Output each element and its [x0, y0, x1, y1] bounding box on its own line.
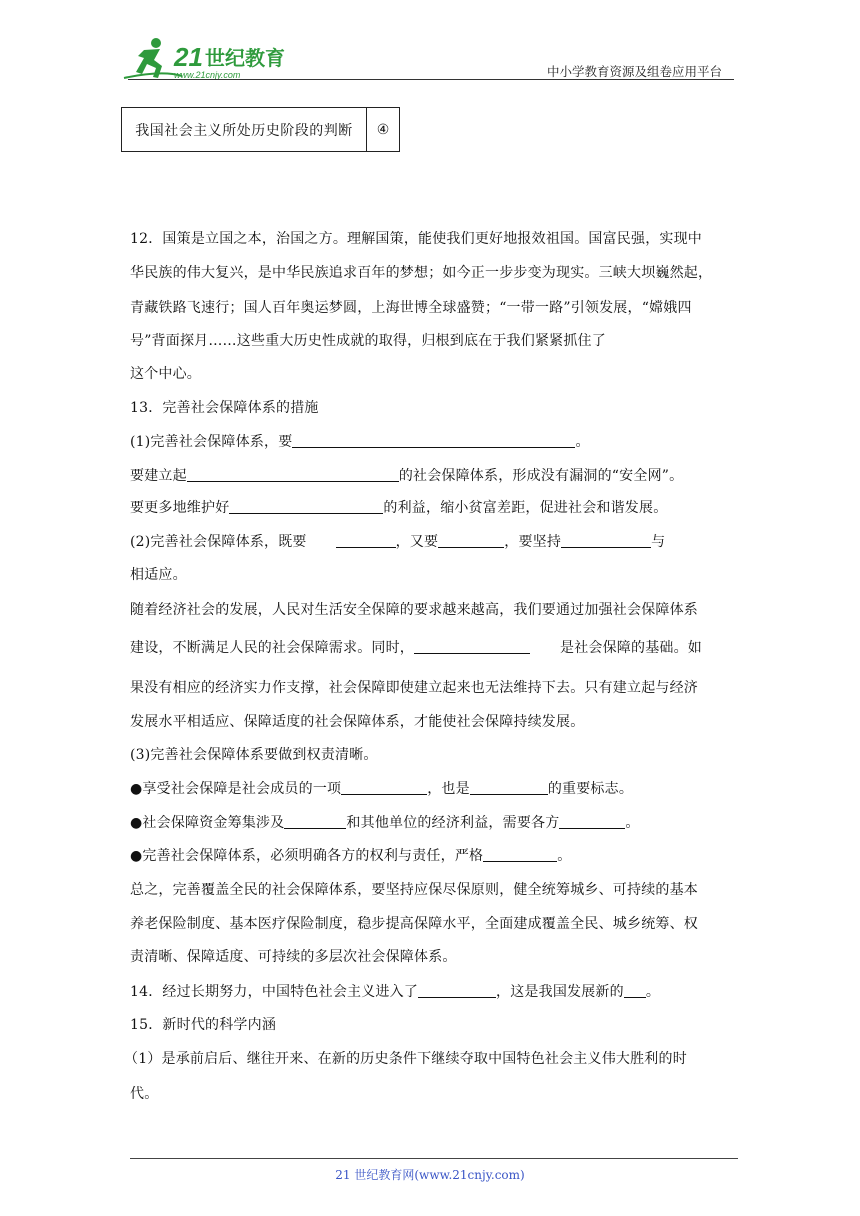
q13-para-1: 随着经济社会的发展，人民对生活安全保障的要求越来越高，我们要通过加强社会保障体系 [130, 602, 698, 618]
q13-line-3-end: 的利益，缩小贫富差距，促进社会和谐发展。 [383, 500, 668, 516]
bullet-1-end: 的重要标志。 [547, 781, 634, 797]
q12-line-1: 12．国策是立国之本，治国之方。理解国策，能使我们更好地报效祖国。国富民强，实现中 [130, 231, 703, 247]
bullet-2 [130, 812, 640, 832]
summary-line-2: 养老保险制度、基本医疗保险制度，稳步提高保障水平，全面建成覆盖全民、城乡统筹、权 [130, 916, 698, 932]
q13-line-3-text: 要更多地维护好 [130, 500, 230, 516]
q13-para-3: 果没有相应的经济实力作支撑，社会保障即使建立起来也无法维持下去。只有建立起与经济 [130, 680, 698, 696]
q13-title: 13．完善社会保障体系的措施 [130, 400, 319, 416]
q12-line-2: 华民族的伟大复兴，是中华民族追求百年的梦想；如今正一步步变为现实。三峡大坝巍然起， [130, 265, 713, 281]
bullet-3-end: 。 [557, 848, 572, 864]
bullet-2-end: 。 [625, 815, 640, 831]
bullet-2-text: ●社会保障资金筹集涉及 [130, 815, 285, 831]
answer-blank[interactable] [414, 639, 530, 654]
answer-blank[interactable] [341, 780, 427, 795]
q12-line-3: 青藏铁路飞速行；国人百年奥运梦圆，上海世博全球盛赞；“一带一路”引领发展，“嫦娥四 [130, 300, 692, 316]
q15-title: 15．新时代的科学内涵 [130, 1017, 277, 1033]
bullet-3-text: ●完善社会保障体系，必须明确各方的权利与责任，严格 [130, 848, 484, 864]
q14-end: 。 [645, 984, 661, 1000]
platform-name: 中小学教育资源及组卷应用平台 [546, 64, 722, 79]
table-cell-text: 我国社会主义所处历史阶段的判断 [122, 108, 367, 151]
table-row [121, 107, 400, 152]
svg-text:www.21cnjy.com: www.21cnjy.com [174, 70, 241, 80]
table-cell-mark: ④ [376, 121, 390, 138]
q13-para-2-end: 是社会保障的基础。如 [560, 640, 702, 656]
answer-blank[interactable] [470, 780, 548, 795]
q13-line-3 [130, 497, 667, 517]
q13-line-2-text: 要建立起 [130, 468, 187, 484]
answer-blank[interactable] [624, 983, 646, 998]
answer-blank[interactable] [559, 814, 625, 829]
answer-blank[interactable] [438, 533, 504, 548]
bullet-1-mid: ，也是 [427, 781, 470, 797]
q13-item-2-mid2: ，要坚持 [504, 534, 562, 550]
q13-item-2-mid: ，又要 [395, 534, 439, 550]
q13-para-2 [130, 637, 702, 657]
q13-item-2-end: 与 [651, 534, 666, 550]
q13-item-2 [130, 531, 665, 551]
q12-line-4: 号”背面探月……这些重大历史性成就的取得，归根到底在于我们紧紧抓住了 [130, 333, 606, 349]
summary-line-1: 总之，完善覆盖全民的社会保障体系，要坚持应保尽保原则，健全统筹城乡、可持续的基本 [130, 882, 698, 898]
q13-item-1-end: 。 [575, 434, 590, 450]
q13-para-4: 发展水平相适应、保障适度的社会保障体系，才能使社会保障持续发展。 [130, 714, 585, 730]
q13-item-2-text: (2)完善社会保障体系，既要 [130, 534, 307, 550]
q13-item-2-cont: 相适应。 [130, 567, 187, 583]
answer-blank[interactable] [418, 983, 496, 998]
answer-blank[interactable] [187, 467, 399, 482]
answer-blank[interactable] [284, 814, 346, 829]
q13-line-2-end: 的社会保障体系，形成没有漏洞的“安全网”。 [398, 468, 684, 484]
q14 [130, 981, 660, 1001]
bullet-1 [130, 778, 633, 798]
q13-para-2-text: 建设，不断满足人民的社会保障需求。同时， [130, 640, 414, 656]
svg-text:21: 21 [174, 42, 203, 72]
q13-item-1 [130, 431, 590, 451]
header-divider [128, 79, 734, 80]
summary-line-3: 责清晰、保障适度、可持续的多层次社会保障体系。 [130, 949, 457, 965]
bullet-3 [130, 845, 571, 865]
q12-line-5: 这个中心。 [130, 366, 201, 382]
svg-text:世纪教育: 世纪教育 [205, 46, 285, 70]
q15-item-1: （1）是承前启后、继往开来、在新的历史条件下继续夺取中国特色社会主义伟大胜利的时 [124, 1051, 687, 1067]
q15-item-1-cont: 代。 [130, 1086, 159, 1102]
q13-item-3: (3)完善社会保障体系要做到权责清晰。 [130, 747, 378, 763]
q14-mid: ，这是我国发展新的 [496, 984, 624, 1000]
answer-blank[interactable] [336, 533, 396, 548]
bullet-2-mid: 和其他单位的经济利益，需要各方 [346, 815, 560, 831]
site-logo [122, 34, 292, 82]
q13-item-1-text: (1)完善社会保障体系，要 [130, 434, 293, 450]
footer-link[interactable]: 21 世纪教育网(www.21cnjy.com) [335, 1168, 525, 1182]
answer-blank[interactable] [483, 847, 557, 862]
footer-divider [130, 1158, 738, 1159]
answer-blank[interactable] [292, 433, 575, 448]
bullet-1-text: ●享受社会保障是社会成员的一项 [130, 781, 342, 797]
answer-blank[interactable] [561, 533, 651, 548]
q13-line-2 [130, 465, 683, 485]
answer-blank[interactable] [229, 499, 383, 514]
q14-text: 14．经过长期努力，中国特色社会主义进入了 [130, 984, 419, 1000]
